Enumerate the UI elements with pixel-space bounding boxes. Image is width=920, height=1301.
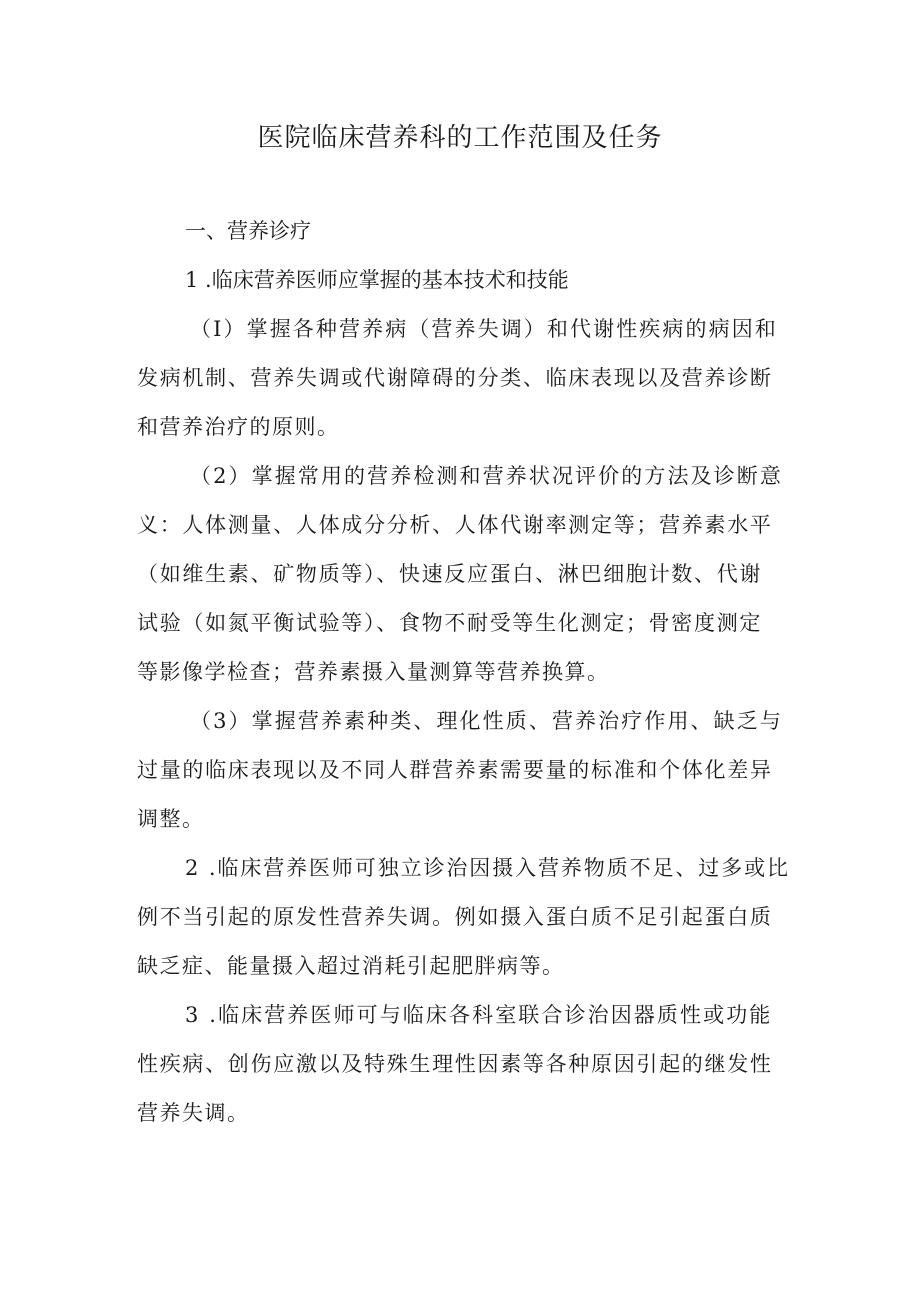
paragraph-line: （I）掌握各种营养病（营养失调）和代谢性疾病的病因和 bbox=[190, 317, 778, 341]
paragraph-line: 性疾病、创伤应激以及特殊生理性因素等各种原因引起的继发性 bbox=[137, 1052, 773, 1076]
section-heading: 一、营养诊疗 bbox=[185, 219, 311, 243]
paragraph-line: 缺乏症、能量摄入超过消耗引起肥胖病等。 bbox=[137, 954, 565, 978]
paragraph-line: 调整。 bbox=[137, 807, 205, 831]
paragraph-line: 义：人体测量、人体成分分析、人体代谢率测定等；营养素水平 bbox=[137, 513, 773, 537]
paragraph-line: 等影像学检查；营养素摄入量测算等营养换算。 bbox=[137, 660, 610, 684]
paragraph-line: 过量的临床表现以及不同人群营养素需要量的标准和个体化差异 bbox=[137, 758, 773, 782]
paragraph-line: 3 .临床营养医师可与临床各科室联合诊治因器质性或功能 bbox=[185, 1003, 773, 1027]
paragraph-line: （2）掌握常用的营养检测和营养状况评价的方法及诊断意 bbox=[190, 464, 783, 488]
paragraph-line: 试验（如氮平衡试验等）、食物不耐受等生化测定；骨密度测定 bbox=[137, 611, 763, 635]
paragraph-line: 营养失调。 bbox=[137, 1101, 250, 1125]
paragraph-line: 2 .临床营养医师可独立诊治因摄入营养物质不足、过多或比 bbox=[185, 856, 790, 880]
subsection-heading: 1 .临床营养医师应掌握的基本技术和技能 bbox=[185, 268, 569, 292]
paragraph-line: （3）掌握营养素种类、理化性质、营养治疗作用、缺乏与 bbox=[190, 709, 783, 733]
document-title: 医院临床营养科的工作范围及任务 bbox=[257, 123, 663, 153]
paragraph-line: 和营养治疗的原则。 bbox=[137, 415, 340, 439]
paragraph-line: （如维生素、矿物质等）、快速反应蛋白、淋巴细胞计数、代谢 bbox=[137, 562, 763, 586]
paragraph-line: 例不当引起的原发性营养失调。例如摄入蛋白质不足引起蛋白质 bbox=[137, 905, 773, 929]
paragraph-line: 发病机制、营养失调或代谢障碍的分类、临床表现以及营养诊断 bbox=[137, 366, 773, 390]
